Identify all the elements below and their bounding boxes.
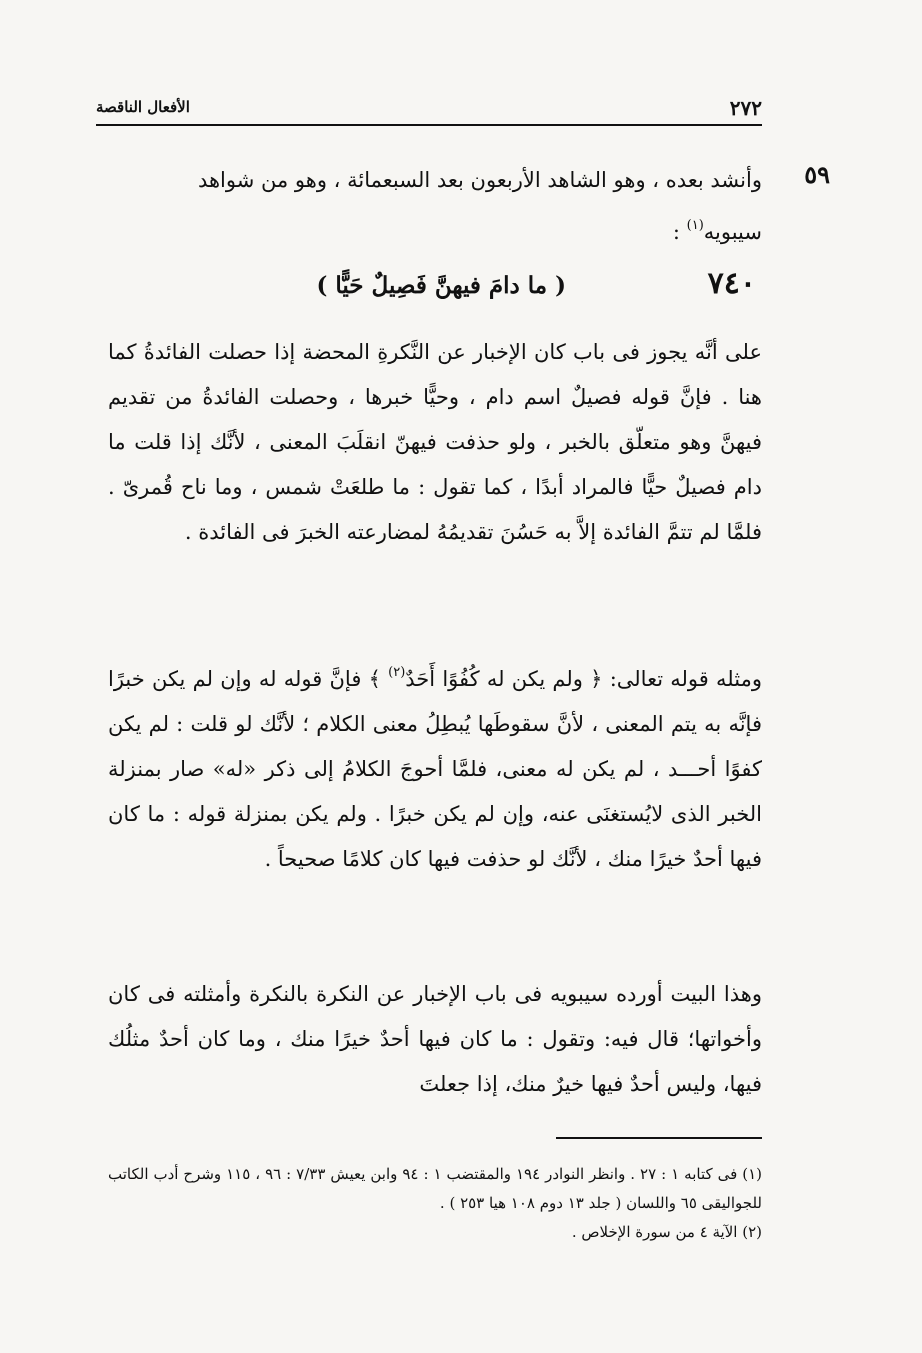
footnote-1: (١) فى كتابه ١ : ٢٧ . وانظر النوادر ١٩٤ والمقتضب ١ : ٩٤ وابن يعيش ٧/٣٣ : ٩٦ ، ١١٥ وشرح أدب الكاتب للجواليقى ٦٥ واللسان ( جلد ١٣ دوم ١٠٨ هيا ٢٥٣ ) . <box>108 1165 762 1212</box>
footnotes <box>108 1160 762 1247</box>
footnote-ref-2: (٢) <box>388 665 406 680</box>
page-number: ٢٧٢ <box>729 96 762 120</box>
footnote-ref-1: (١) <box>686 218 704 233</box>
paragraph-1: على أنَّه يجوز فى باب كان الإخبار عن النَّكرةِ المحضة إذا حصلت الفائدةُ كما هنا . فإنَّ قوله فصيلٌ اسم دام ، وحيًّا خبرها ، وحصلت الفائدةُ من تقديم فيهنَّ وهو متعلّق بالخبر ، ولو حذفت فيهنّ انقلَبَ المعنى ، لأنَّك إذا قلت ما دام فصيلٌ حيًّا فالمراد أبدًا ، كما تقول : ما طلعَتْ شمس ، وما ناح قُمرىّ . فلمَّا لم تتمَّ الفائدة إلاَّ به حَسُنَ تقديمُهُ لمضارعته الخبرَ فى الفائدة . <box>108 340 762 544</box>
verse-number: ٧٤٠ <box>707 266 756 301</box>
intro-word: سيبويه <box>703 220 762 244</box>
footnote-rule <box>556 1137 762 1139</box>
running-title: الأفعال الناقصة <box>96 98 190 116</box>
paragraph-2 <box>108 650 762 882</box>
intro-line-2 <box>102 204 762 254</box>
paragraph-2-start: ومثله قوله تعالى: ﴿ ولم يكن له كُفُوًا أَحَدٌ <box>405 667 762 691</box>
entry-number: ٥٩ <box>804 160 830 189</box>
intro-colon: : <box>672 220 680 244</box>
header-rule <box>96 124 762 126</box>
paragraph-3: وهذا البيت أورده سيبويه فى باب الإخبار عن النكرة بالنكرة وأمثلته فى كان وأخواتها؛ قال فيه: وتقول : ما كان فيها أحدٌ خيرًا منك ، وما كان أحدٌ مثلُك فيها، وليس أحدٌ فيها خيرٌ منك، إذا جعلتَ <box>108 982 762 1096</box>
verse-text: ( ما دامَ فيهنَّ فَصِيلٌ حَيًّا ) <box>316 272 566 299</box>
footnote-2: (٢) الآية ٤ من سورة الإخلاص . <box>571 1223 762 1241</box>
paragraph-2-rest: ﴾ فإنَّ قوله له وإن لم يكن خبرًا فإنَّه به يتم المعنى ، لأنَّ سقوطَها يُبطِلُ معنى الكلام ؛ لأنَّك لو قلت : لم يكن كفوًا أحـــد ، لم يكن له معنى، فلمَّا أحوجَ الكلامُ إلى ذكر «له» صار بمنزلة الخبر الذى لايُستغنَى عنه، وإن لم يكن خبرًا . ولم يكن بمنزلة قوله : ما كان فيها أحدٌ خيرًا منك ، لأنَّك لو حذفت فيها كان كلامًا صحيحاً . <box>108 667 762 871</box>
page-header <box>96 92 762 122</box>
intro-line: وأنشد بعده ، وهو الشاهد الأربعون بعد السبعمائة ، وهو من شواهد <box>197 168 762 192</box>
